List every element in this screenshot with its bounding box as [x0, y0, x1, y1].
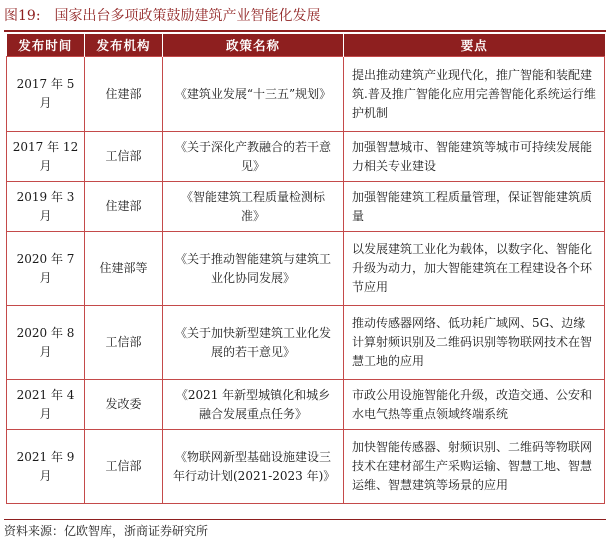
cell-policy-name: 《关于加快新型建筑工业化发展的若干意见》: [163, 306, 344, 380]
table-row: [7, 232, 605, 306]
cell-time: 2020 年 7 月: [7, 232, 85, 306]
header-org: 发布机构: [85, 34, 163, 57]
cell-org: 工信部: [85, 430, 163, 504]
cell-time: 2020 年 8 月: [7, 306, 85, 380]
cell-time: 2017 年 5 月: [7, 57, 85, 132]
cell-org: 发改委: [85, 380, 163, 430]
header-time: 发布时间: [7, 34, 85, 57]
cell-points: 加强智能建筑工程质量管理，保证智能建筑质量: [344, 182, 605, 232]
cell-time: 2021 年 9 月: [7, 430, 85, 504]
figure-number: 图19:: [4, 8, 41, 24]
cell-policy-name: 《关于深化产教融合的若干意见》: [163, 132, 344, 182]
header-name: 政策名称: [163, 34, 344, 57]
table-header-row: [7, 34, 605, 57]
cell-policy-name: 《物联网新型基础设施建设三年行动计划(2021-2023 年)》: [163, 430, 344, 504]
cell-org: 工信部: [85, 132, 163, 182]
table-row: [7, 306, 605, 380]
cell-points: 以发展建筑工业化为载体，以数字化、智能化升级为动力，加大智能建筑在工程建设各个环节应用: [344, 232, 605, 306]
policy-table: [6, 34, 605, 504]
cell-points: 推动传感器网络、低功耗广域网、5G、边缘计算射频识别及二维码识别等物联网技术在智慧工地的应用: [344, 306, 605, 380]
title-rule: [4, 30, 606, 32]
table-row: [7, 132, 605, 182]
cell-points: 提出推动建筑产业现代化，推广智能和装配建筑.普及推广智能化应用完善智能化系统运行维护机制: [344, 57, 605, 132]
figure-title: [4, 4, 606, 28]
cell-time: 2017 年 12 月: [7, 132, 85, 182]
cell-points: 加快智能传感器、射频识别、二维码等物联网技术在建材部生产采购运输、智慧工地、智慧运维、智慧建筑等场景的应用: [344, 430, 605, 504]
cell-policy-name: 《智能建筑工程质量检测标准》: [163, 182, 344, 232]
table-row: [7, 430, 605, 504]
cell-points: 加强智慧城市、智能建筑等城市可持续发展能力相关专业建设: [344, 132, 605, 182]
cell-policy-name: 《建筑业发展“十三五”规划》: [163, 57, 344, 132]
table-row: [7, 380, 605, 430]
cell-policy-name: 《关于推动智能建筑与建筑工业化协同发展》: [163, 232, 344, 306]
figure-title-text: 国家出台多项政策鼓励建筑产业智能化发展: [54, 8, 321, 24]
cell-org: 住建部等: [85, 232, 163, 306]
table-row: [7, 182, 605, 232]
source-note: 资料来源：亿欧智库，浙商证券研究所: [4, 524, 209, 538]
cell-time: 2019 年 3 月: [7, 182, 85, 232]
header-points: 要点: [344, 34, 605, 57]
table-row: [7, 57, 605, 132]
cell-org: 住建部: [85, 57, 163, 132]
source-rule: [4, 519, 606, 520]
cell-org: 工信部: [85, 306, 163, 380]
cell-points: 市政公用设施智能化升级，改造交通、公安和水电气热等重点领域终端系统: [344, 380, 605, 430]
cell-time: 2021 年 4 月: [7, 380, 85, 430]
cell-policy-name: 《2021 年新型城镇化和城乡融合发展重点任务》: [163, 380, 344, 430]
cell-org: 住建部: [85, 182, 163, 232]
